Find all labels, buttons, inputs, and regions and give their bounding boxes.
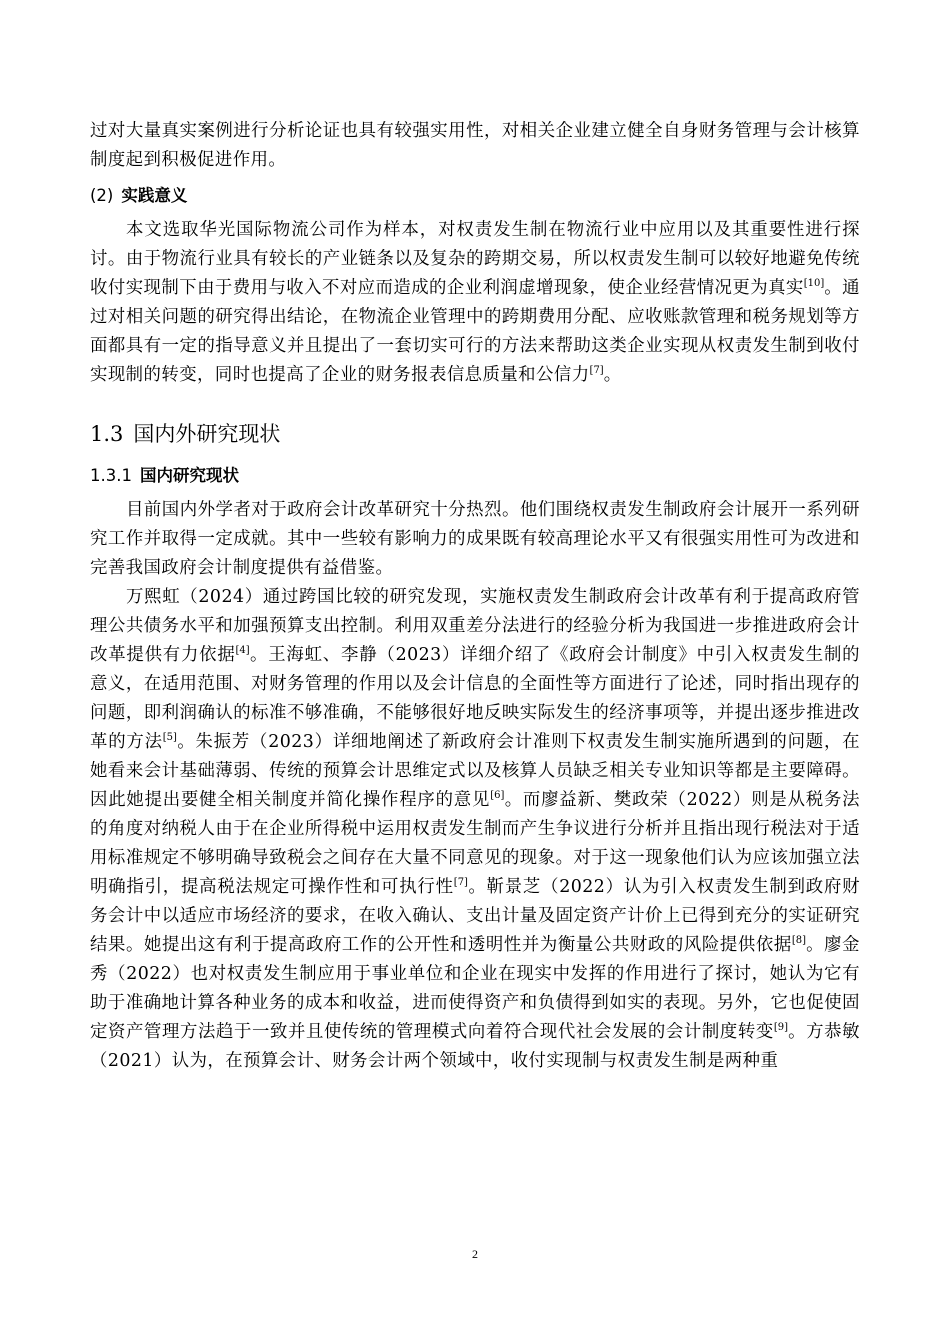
heading-practical-significance: [90, 181, 860, 210]
subsection-heading: [90, 461, 860, 490]
heading-title: 实践意义: [121, 186, 188, 205]
citation: [6]: [490, 790, 505, 801]
citation: [7]: [589, 365, 604, 376]
text-run: 。廖金秀（2022）也对权责发生制应用于事业单位和企业在现实中发挥的作用进行了探讨，她认为它有助于准确地计算各种业务的成本和收益，进而使得资产和负债得到如实的表现。另外，它也促使固定资产管理方法趋于一致并且使传统的管理模式向着符合现代社会发展的会计制度转变: [90, 935, 860, 1042]
paragraph-domestic-2: [90, 583, 860, 1076]
text-run: 。朱振芳（2023）详细地阐述了新政府会计准则下权责发生制实施所遇到的问题，在她看来会计基础薄弱、传统的预算会计思维定式以及核算人员缺乏相关专业知识等都是主要障碍。因此她提出要健全相关制度并简化操作程序的意见: [90, 732, 860, 810]
paragraph-intro-continued: 过对大量真实案例进行分析论证也具有较强实用性，对相关企业建立健全自身财务管理与会计核算制度起到积极促进作用。: [90, 121, 860, 170]
citation: [8]: [791, 935, 806, 946]
text-run: 。王海虹、李静（2023）详细介绍了《政府会计制度》中引入权责发生制的意义，在适用范围、对财务管理的作用以及会计信息的全面性等方面进行了论述，同时指出现存的问题，即利润确认的标准不够准确，不能够很好地反映实际发生的经济事项等，并提出逐步推进改革的方法: [90, 645, 860, 752]
text-run: 。: [603, 365, 622, 385]
citation: [10]: [803, 278, 825, 289]
text-run: 。而廖益新、樊政荣（2022）则是从税务法的角度对纳税人由于在企业所得税中运用权责发生制而产生争议进行分析并且指出现行税法对于适用标准规定不够明确导致税会之间存在大量不同意见的现象。对于这一现象他们认为应该加强立法明确指引，提高税法规定可操作性和可执行性: [90, 790, 860, 897]
section-number: 1.3: [90, 422, 124, 446]
page-number: 2: [472, 1247, 478, 1261]
text-run: 。靳景芝（2022）认为引入权责发生制到政府财务会计中以适应市场经济的要求，在收入确认、支出计量及固定资产计价上已得到充分的实证研究结果。她提出这有利于提高政府工作的公开性和透明性并为衡量公共财政的风险提供依据: [90, 877, 860, 955]
citation: [9]: [773, 1022, 789, 1033]
text-run: 万熙虹（2024）通过跨国比较的研究发现，实施权责发生制政府会计改革有利于提高政府管理公共债务水平和加强预算支出控制。利用双重差分法进行的经验分析为我国进一步推进政府会计改革提供有力依据: [90, 587, 860, 665]
paragraph-domestic-1: 目前国内外学者对于政府会计改革研究十分热烈。他们围绕权责发生制政府会计展开一系列研究工作并取得一定成就。其中一些较有影响力的成果既有较高理论水平又有很强实用性可为改进和完善我国政府会计制度提供有益借鉴。: [90, 500, 860, 578]
text-run: 本文选取华光国际物流公司作为样本，对权责发生制在物流行业中应用以及其重要性进行探讨。由于物流行业具有较长的产业链条以及复杂的跨期交易，所以权责发生制可以较好地避免传统收付实现制下由于费用与收入不对应而造成的企业利润虚增现象，使企业经营情况更为真实: [90, 220, 860, 298]
text-run: 。方恭敏（2021）认为，在预算会计、财务会计两个领域中，收付实现制与权责发生制是两种重: [90, 1022, 860, 1071]
citation: [5]: [162, 732, 177, 743]
section-title: 国内外研究现状: [133, 422, 281, 446]
section-heading: [90, 419, 860, 449]
subsection-number: 1.3.1: [90, 466, 132, 485]
citation: [7]: [453, 877, 468, 888]
paragraph-practical: [90, 216, 860, 390]
subsection-title: 国内研究现状: [139, 466, 239, 485]
heading-number: (2): [90, 186, 114, 205]
text-run: 。通过对相关问题的研究得出结论，在物流企业管理中的跨期费用分配、应收账款管理和税务规划等方面都具有一定的指导意义并且提出了一套切实可行的方法来帮助这类企业实现从权责发生制到收付实现制的转变，同时也提高了企业的财务报表信息质量和公信力: [90, 278, 860, 385]
citation: [4]: [235, 645, 250, 656]
